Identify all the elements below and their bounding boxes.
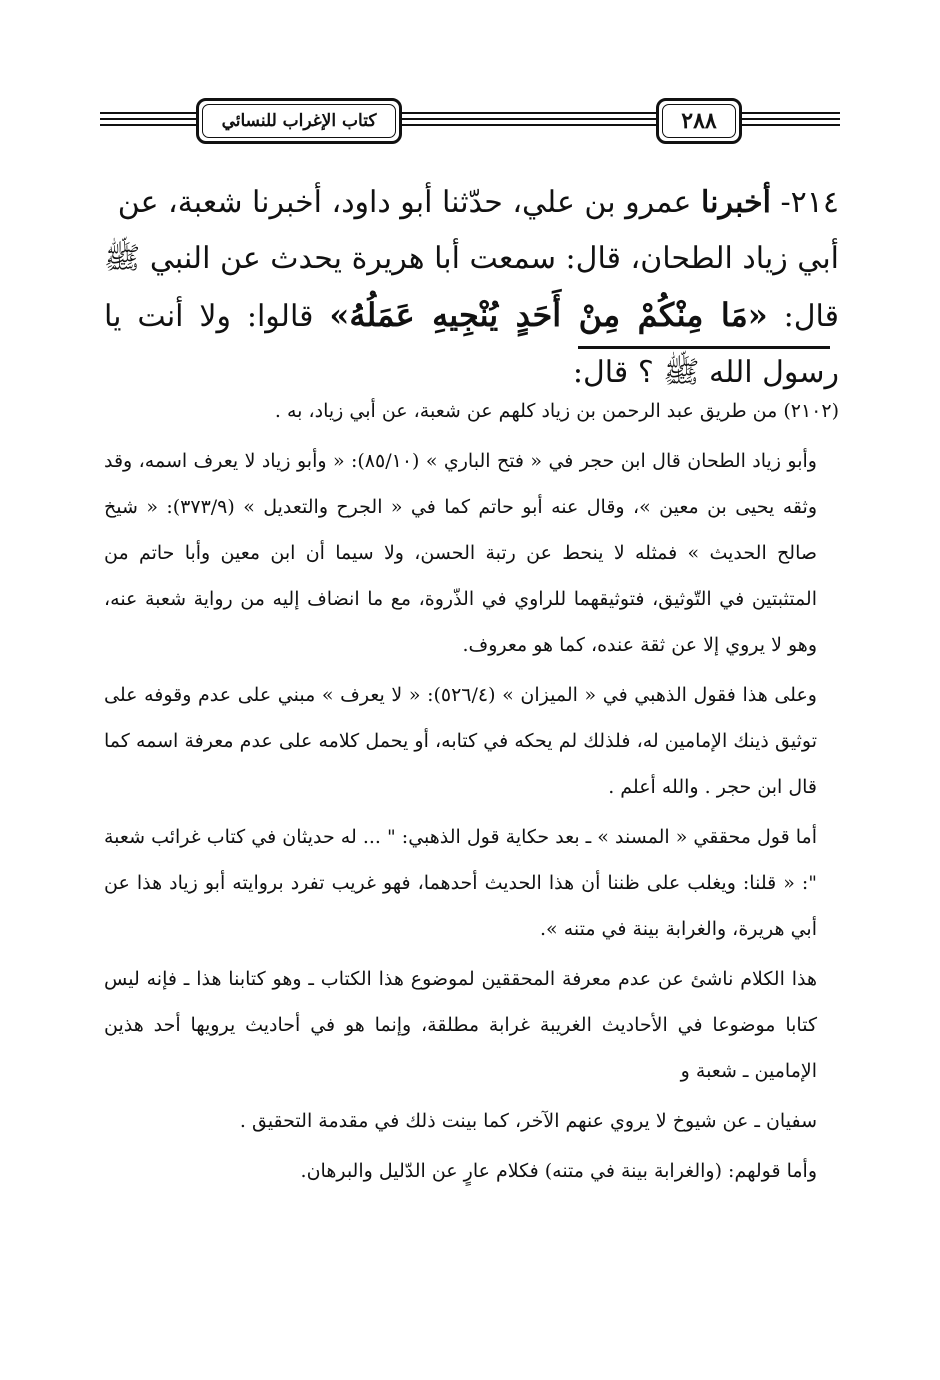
header-rule (396, 112, 656, 114)
page-number-frame (662, 104, 736, 138)
hadith-matn: «مَا مِنْكُمْ مِنْ أَحَدٍ يُنْجِيهِ عَمَلُهُ» (329, 296, 768, 334)
header-rule (396, 124, 656, 126)
footnote-paragraph: وأبو زياد الطحان قال ابن حجر في « فتح الباري » (٨٥/١٠): « وأبو زياد لا يعرف اسمه، وقد وثقه يحيى بن معين »، وقال عنه أبو حاتم كما في « الجرح والتعديل » (٣٧٣/٩): « شيخ صالح الحديث » فمثله لا ينحط عن رتبة الحسن، ولا سيما أن ابن معين وأبا حاتم من المتثبتين في التّوثيق، فتوثيقهما للراوي في الذّروة، مع ما انضاف إليه من رواية شعبة عنه، وهو لا يروي إلا عن ثقة عنده، كما هو معروف. (104, 450, 817, 656)
page-number-box (656, 98, 742, 144)
footnote-separator (578, 346, 830, 349)
footnote-paragraph: أما قول محققي « المسند » ـ بعد حكاية قول الذهبي: " ... له حديثان في كتاب غرائب شعبة ": « قلنا: ويغلب على ظننا أن هذا الحديث أحدهما، فهو غريب تفرد بروايته أبو زياد هذا عن أبي هريرة، والغرابة بينة في متنه ». (104, 826, 817, 940)
page-number: ٢٨٨ (681, 108, 717, 134)
isnad-line-3: قالوا: ولا أنت يا رسول الله ﷺ ؟ قال: (104, 299, 839, 390)
book-title: كتاب الإغراب للنسائي (221, 111, 377, 131)
footnotes (104, 388, 839, 1198)
header-rule (100, 124, 196, 126)
header-rule (396, 118, 656, 120)
book-title-box (196, 98, 402, 144)
header-rule (736, 124, 840, 126)
header-rule (736, 112, 840, 114)
header-rule (100, 118, 196, 120)
footnote-paragraph: (٢١٠٢) من طريق عبد الرحمن بن زياد كلهم عن شعبة، عن أبي زياد، به . (274, 400, 839, 422)
lead-word: أخبرنا (700, 185, 771, 220)
isnad-line-2: أبي زياد الطحان، قال: سمعت أبا هريرة يحدث عن النبي ﷺ قال: (104, 241, 840, 334)
hadith-number: ٢١٤- (780, 185, 839, 220)
footnote-paragraph: وأما قولهم: (والغرابة بينة في متنه) فكلام عارٍ عن الدّليل والبرهان. (300, 1160, 817, 1182)
page-header (100, 92, 840, 152)
footnote-paragraph: هذا الكلام ناشئ عن عدم معرفة المحققين لموضوع هذا الكتاب ـ وهو كتابنا هذا ـ فإنه ليس كتابا موضوعا في الأحاديث الغريبة غرابة مطلقة، وإنما هو في أحاديث يرويها أحد هذين الإمامين ـ شعبة و (104, 968, 817, 1082)
main-text-line-1 (104, 175, 839, 231)
header-rule (100, 112, 196, 114)
header-rule (736, 118, 840, 120)
footnote-paragraph: وعلى هذا فقول الذهبي في « الميزان » (٥٢٦/٤): « لا يعرف » مبني على عدم وقوفه على توثيق ذينك الإمامين له، فلذلك لم يحكه في كتابه، أو يحمل كلامه على عدم معرفة اسمه كما قال ابن حجر . والله أعلم . (104, 684, 817, 798)
isnad-line-1: عمرو بن علي، حدّثنا أبو داود، أخبرنا شعبة، عن (117, 185, 692, 220)
footnote-paragraph: سفيان ـ عن شيوخ لا يروي عنهم الآخر، كما بينت ذلك في مقدمة التحقيق . (239, 1110, 817, 1132)
book-title-frame (202, 104, 396, 138)
main-text-line-2 (104, 231, 839, 401)
main-hadith-text (104, 175, 839, 401)
